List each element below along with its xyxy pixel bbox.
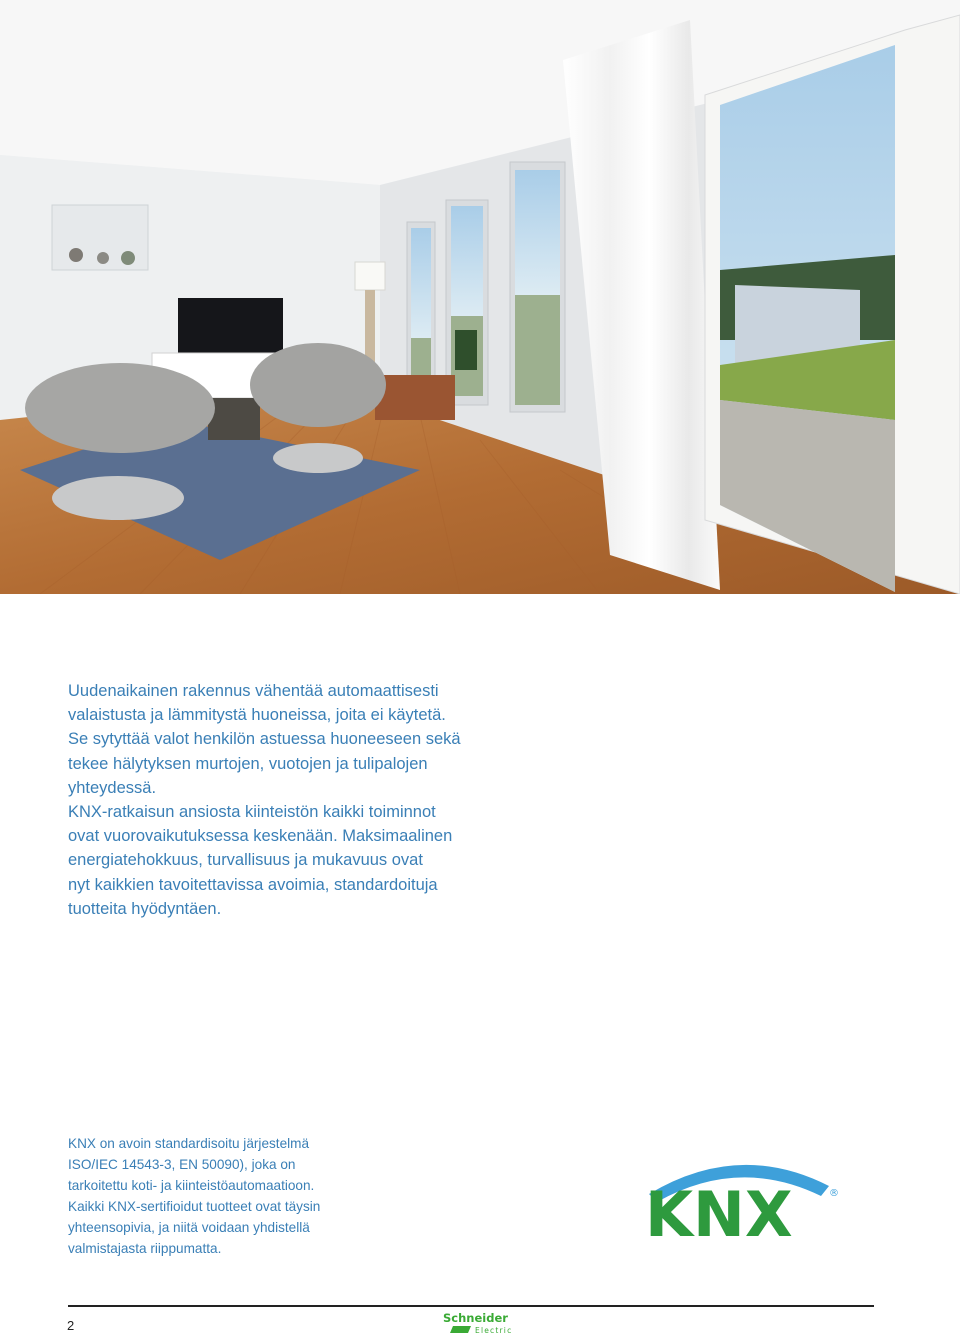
schneider-electric-logo: [441, 1311, 515, 1335]
brand-swoosh: [450, 1326, 471, 1333]
intro-line: ovat vuorovaikutuksessa keskenään. Maksimaalinen: [68, 827, 453, 846]
registered-mark: ®: [829, 1188, 839, 1199]
info-line: ISO/IEC 14543-3, EN 50090), joka on: [68, 1157, 296, 1172]
info-line: tarkoitettu koti- ja kiinteistöautomaatioon.: [68, 1178, 315, 1193]
knx-info-paragraph: [68, 1133, 428, 1259]
intro-line: nyt kaikkien tavoitettavissa avoimia, standardoituja: [68, 875, 438, 894]
intro-line: yhteydessä.: [68, 778, 157, 797]
intro-line: KNX-ratkaisun ansiosta kiinteistön kaikki toiminnot: [68, 803, 436, 822]
intro-line: tuotteita hyödyntäen.: [68, 899, 222, 918]
intro-line: Uudenaikainen rakennus vähentää automaattisesti: [68, 682, 439, 700]
page-number: 2: [67, 1318, 75, 1333]
info-line: yhteensopivia, ja niitä voidaan yhdistellä: [68, 1220, 310, 1235]
footer-rule: [68, 1305, 874, 1307]
brand-name: Schneider: [443, 1311, 508, 1325]
intro-line: tekee hälytyksen murtojen, vuotojen ja tulipalojen: [68, 754, 428, 773]
knx-wordmark: KNX: [645, 1178, 793, 1240]
intro-paragraph: [68, 679, 538, 921]
intro-line: valaistusta ja lämmitystä huoneissa, joita ei käytetä.: [68, 706, 446, 725]
brand-sub: Electric: [475, 1326, 513, 1335]
info-line: Kaikki KNX-sertifioidut tuotteet ovat täysin: [68, 1199, 321, 1214]
knx-logo: [643, 1148, 843, 1240]
intro-line: Se sytyttää valot henkilön astuessa huoneeseen sekä: [68, 730, 461, 749]
info-line: KNX on avoin standardisoitu järjestelmä: [68, 1136, 310, 1151]
intro-line: energiatehokkuus, turvallisuus ja mukavuus ovat: [68, 851, 423, 870]
living-room-photo: [0, 0, 960, 594]
info-line: valmistajasta riippumatta.: [68, 1241, 222, 1256]
